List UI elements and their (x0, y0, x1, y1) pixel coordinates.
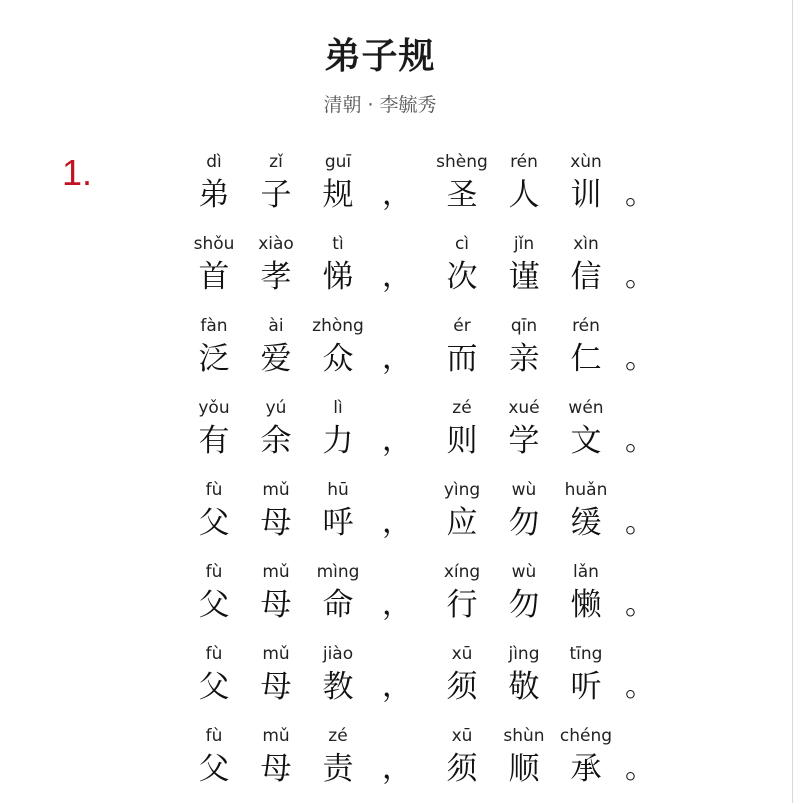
hanzi: 余 (260, 423, 292, 459)
hanzi: 父 (198, 505, 230, 541)
pinyin: ér (453, 316, 471, 336)
pinyin: xué (508, 398, 540, 418)
full-stop: 。 (625, 669, 655, 704)
character-cell (494, 396, 554, 462)
comma: ， (382, 259, 412, 294)
pinyin: wù (511, 480, 537, 500)
hanzi: 有 (198, 423, 230, 459)
hanzi: 责 (322, 751, 354, 787)
character-cell (432, 150, 492, 216)
pinyin: xìn (573, 234, 599, 254)
hanzi: 敬 (508, 669, 540, 705)
pinyin: rén (572, 316, 600, 336)
pinyin: fàn (200, 316, 228, 336)
character-cell (494, 642, 554, 708)
pinyin: mǔ (262, 480, 290, 500)
hanzi: 谨 (508, 259, 540, 295)
character-cell (432, 396, 492, 462)
character-cell (184, 478, 244, 544)
comma: ， (382, 341, 412, 376)
character-cell (432, 642, 492, 708)
character-cell (556, 478, 616, 544)
pinyin: dì (206, 152, 222, 172)
full-stop: 。 (625, 505, 655, 540)
character-cell (432, 478, 492, 544)
hanzi: 须 (446, 751, 478, 787)
full-stop: 。 (625, 177, 655, 212)
character-cell (308, 724, 368, 790)
hanzi: 懒 (570, 587, 602, 623)
page-subtitle: 清朝 · 李毓秀 (323, 94, 437, 116)
comma: ， (382, 669, 412, 704)
pinyin: mìng (316, 562, 360, 582)
hanzi: 而 (446, 341, 478, 377)
character-cell (246, 150, 306, 216)
pinyin: xū (451, 726, 473, 746)
character-cell (432, 560, 492, 626)
pinyin: mǔ (262, 644, 290, 664)
verse-line (0, 642, 800, 722)
pinyin: chéng (559, 726, 613, 746)
hanzi: 孝 (260, 259, 292, 295)
hanzi: 父 (198, 751, 230, 787)
comma: ， (382, 177, 412, 212)
character-cell (556, 314, 616, 380)
character-cell (556, 396, 616, 462)
pinyin: qīn (510, 316, 538, 336)
hanzi: 父 (198, 587, 230, 623)
verse-line (0, 232, 800, 312)
character-cell (246, 396, 306, 462)
character-cell (308, 396, 368, 462)
pinyin: hū (327, 480, 349, 500)
character-cell (246, 232, 306, 298)
pinyin: yìng (443, 480, 481, 500)
hanzi: 母 (260, 751, 292, 787)
hanzi: 母 (260, 669, 292, 705)
pinyin: xíng (443, 562, 481, 582)
hanzi: 训 (570, 177, 602, 213)
full-stop: 。 (625, 587, 655, 622)
character-cell (184, 724, 244, 790)
hanzi: 悌 (322, 259, 354, 295)
pinyin: shǒu (193, 234, 235, 254)
pinyin: jiào (322, 644, 354, 664)
character-cell (432, 232, 492, 298)
verse-line (0, 150, 800, 230)
character-cell (556, 560, 616, 626)
character-cell (308, 232, 368, 298)
pinyin: cì (454, 234, 470, 254)
character-cell (308, 150, 368, 216)
character-cell (494, 314, 554, 380)
hanzi: 母 (260, 587, 292, 623)
hanzi: 仁 (570, 341, 602, 377)
character-cell (494, 232, 554, 298)
hanzi: 教 (322, 669, 354, 705)
character-cell (494, 724, 554, 790)
pinyin: tīng (569, 644, 603, 664)
hanzi: 应 (446, 505, 478, 541)
hanzi: 信 (570, 259, 602, 295)
pinyin: fù (205, 644, 223, 664)
character-cell (184, 396, 244, 462)
character-cell (246, 478, 306, 544)
character-cell (494, 150, 554, 216)
hanzi: 则 (446, 423, 478, 459)
character-cell (556, 150, 616, 216)
pinyin: fù (205, 562, 223, 582)
verse-line (0, 724, 800, 804)
pinyin: zhòng (312, 316, 364, 336)
hanzi: 圣 (446, 177, 478, 213)
comma: ， (382, 423, 412, 458)
hanzi: 学 (508, 423, 540, 459)
full-stop: 。 (625, 751, 655, 786)
pinyin: ài (268, 316, 284, 336)
full-stop: 。 (625, 259, 655, 294)
character-cell (184, 560, 244, 626)
hanzi: 文 (570, 423, 602, 459)
hanzi: 父 (198, 669, 230, 705)
page-title: 弟子规 (324, 36, 436, 77)
hanzi: 弟 (198, 177, 230, 213)
pinyin: yú (265, 398, 287, 418)
character-cell (184, 314, 244, 380)
character-cell (246, 724, 306, 790)
hanzi: 众 (322, 341, 354, 377)
hanzi: 听 (570, 669, 602, 705)
character-cell (556, 232, 616, 298)
verse-line (0, 478, 800, 558)
verse-line (0, 396, 800, 476)
character-cell (246, 560, 306, 626)
hanzi: 亲 (508, 341, 540, 377)
hanzi: 母 (260, 505, 292, 541)
pinyin: xùn (570, 152, 602, 172)
hanzi: 人 (508, 177, 540, 213)
hanzi: 承 (570, 751, 602, 787)
pinyin: yǒu (198, 398, 230, 418)
pinyin: xū (451, 644, 473, 664)
hanzi: 勿 (508, 587, 540, 623)
pinyin: xiào (258, 234, 294, 254)
character-cell (308, 560, 368, 626)
pinyin: lǎn (573, 562, 599, 582)
pinyin: mǔ (262, 562, 290, 582)
character-cell (184, 232, 244, 298)
pinyin: tì (332, 234, 344, 254)
pinyin: huǎn (564, 480, 608, 500)
character-cell (184, 150, 244, 216)
pinyin: lì (333, 398, 343, 418)
pinyin: zǐ (269, 152, 283, 172)
character-cell (494, 478, 554, 544)
hanzi: 首 (198, 259, 230, 295)
pinyin: zé (452, 398, 472, 418)
character-cell (494, 560, 554, 626)
verse-line (0, 314, 800, 394)
hanzi: 勿 (508, 505, 540, 541)
pinyin: mǔ (262, 726, 290, 746)
character-cell (432, 724, 492, 790)
comma: ， (382, 587, 412, 622)
pinyin: shèng (436, 152, 488, 172)
comma: ， (382, 751, 412, 786)
hanzi: 须 (446, 669, 478, 705)
hanzi: 子 (260, 177, 292, 213)
pinyin: rén (510, 152, 538, 172)
pinyin: wén (568, 398, 604, 418)
full-stop: 。 (625, 423, 655, 458)
hanzi: 行 (446, 587, 478, 623)
hanzi: 缓 (570, 505, 602, 541)
character-cell (184, 642, 244, 708)
pinyin: zé (328, 726, 348, 746)
character-cell (556, 642, 616, 708)
comma: ， (382, 505, 412, 540)
pinyin: jǐn (513, 234, 535, 254)
pinyin: guī (324, 152, 352, 172)
pinyin: fù (205, 726, 223, 746)
hanzi: 命 (322, 587, 354, 623)
hanzi: 规 (322, 177, 354, 213)
hanzi: 次 (446, 259, 478, 295)
hanzi: 爱 (260, 341, 292, 377)
pinyin: wù (511, 562, 537, 582)
character-cell (308, 478, 368, 544)
hanzi: 顺 (508, 751, 540, 787)
character-cell (308, 642, 368, 708)
section-number: 1. (62, 152, 93, 193)
character-cell (556, 724, 616, 790)
character-cell (308, 314, 368, 380)
character-cell (246, 642, 306, 708)
full-stop: 。 (625, 341, 655, 376)
character-cell (246, 314, 306, 380)
verse-line (0, 560, 800, 640)
pinyin: shùn (503, 726, 545, 746)
hanzi: 力 (322, 423, 354, 459)
character-cell (432, 314, 492, 380)
pinyin: jìng (508, 644, 540, 664)
hanzi: 泛 (198, 341, 230, 377)
hanzi: 呼 (322, 505, 354, 541)
pinyin: fù (205, 480, 223, 500)
